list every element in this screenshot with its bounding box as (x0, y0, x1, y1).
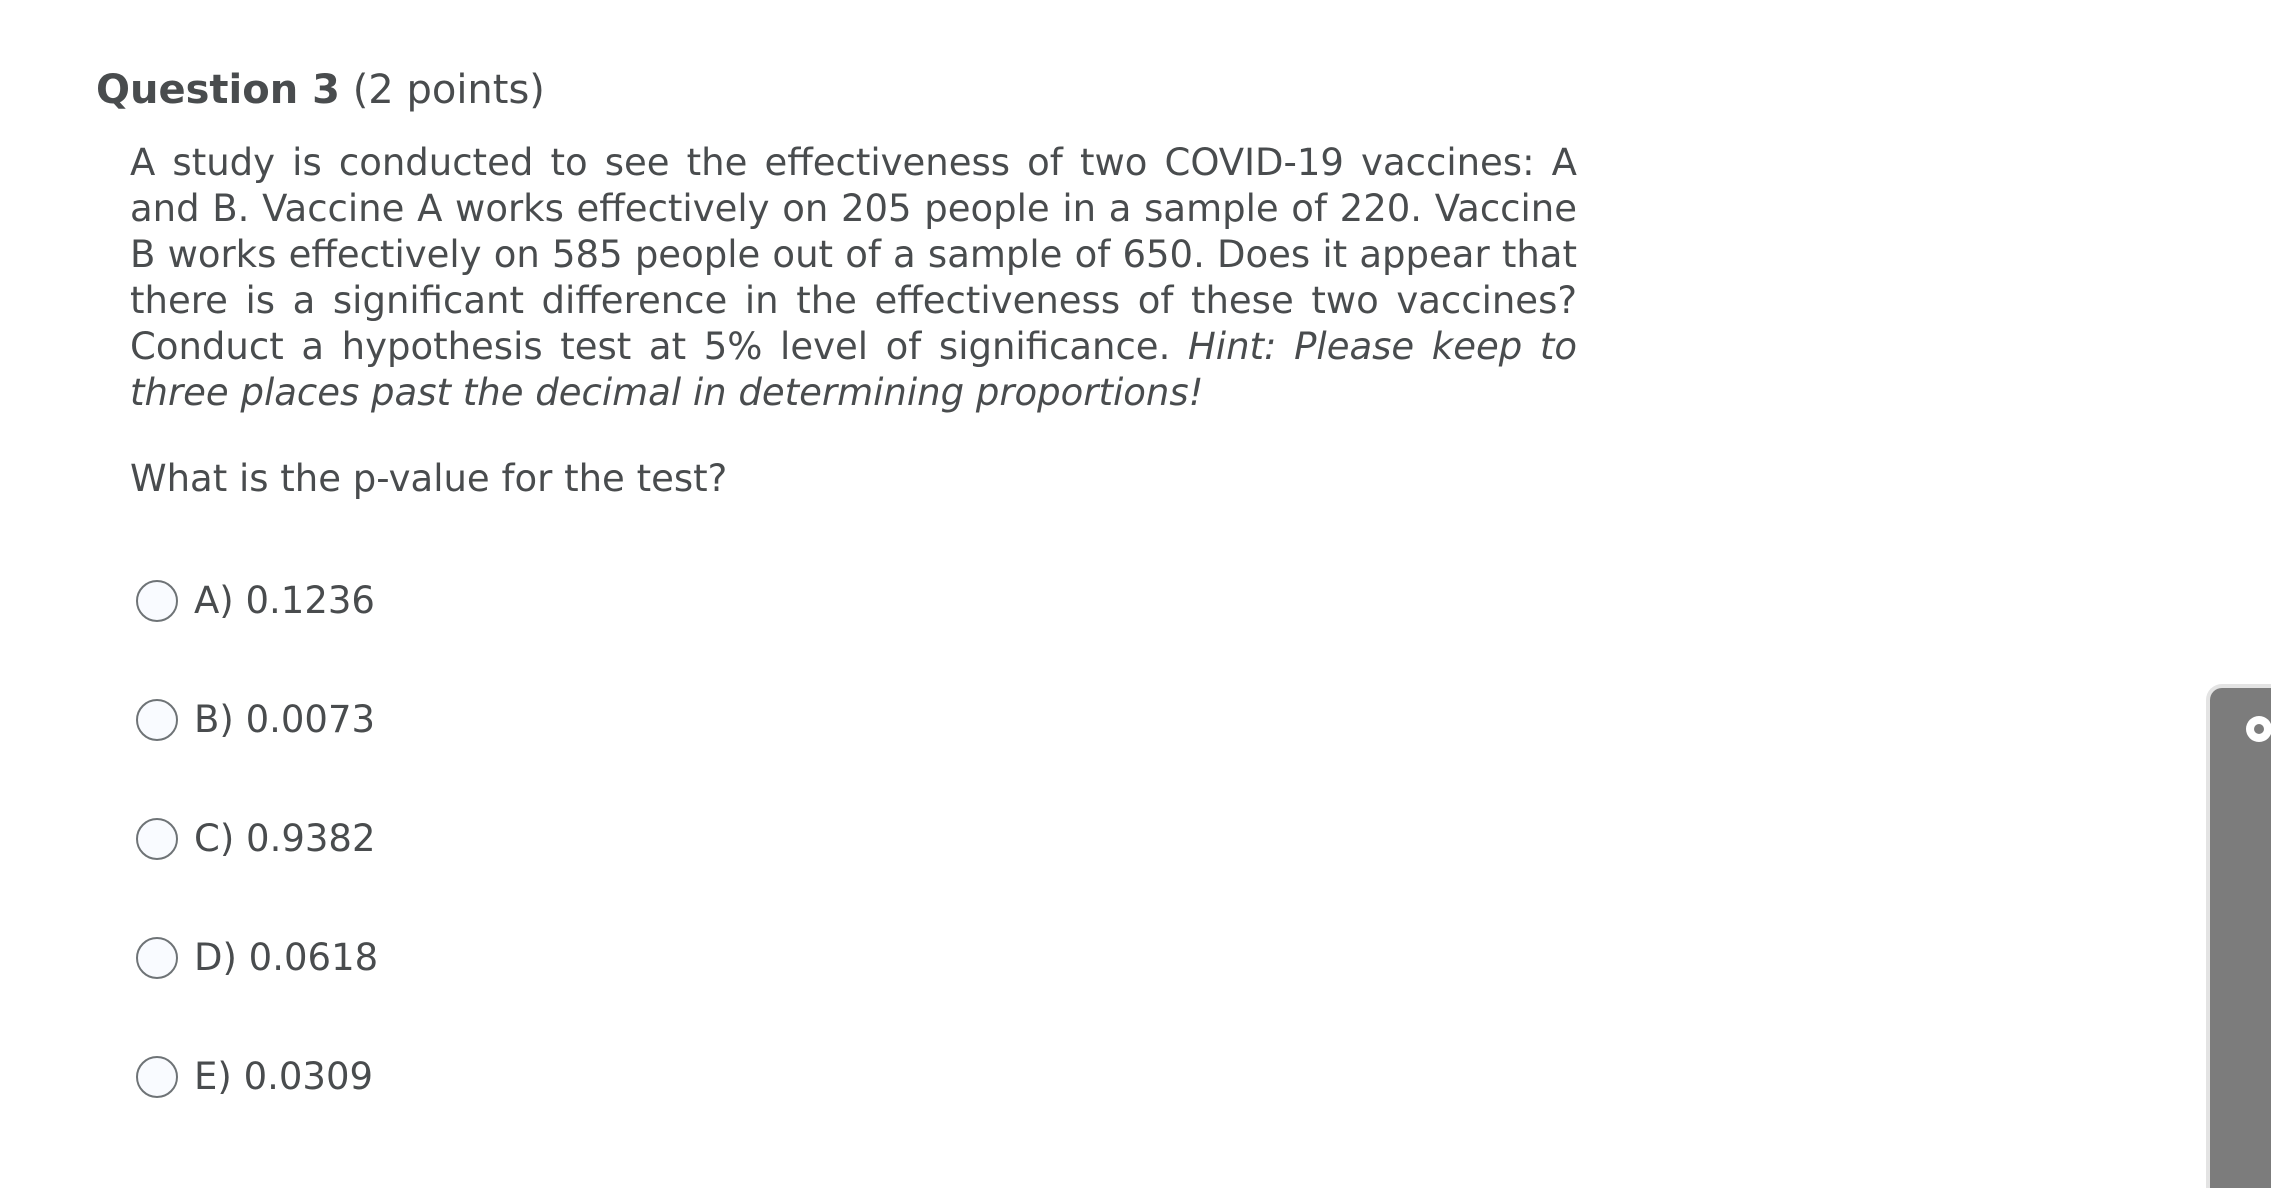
option-label[interactable]: E) 0.0309 (194, 1055, 374, 1098)
circle-dot-icon[interactable] (2246, 716, 2271, 742)
radio-button[interactable] (136, 699, 178, 741)
question-points: (2 points) (352, 67, 545, 113)
radio-button[interactable] (136, 937, 178, 979)
radio-button[interactable] (136, 1056, 178, 1098)
option-label[interactable]: D) 0.0618 (194, 936, 379, 979)
option-label[interactable]: C) 0.9382 (194, 817, 376, 860)
question-prompt: What is the p-value for the test? (130, 457, 728, 500)
option-label[interactable]: A) 0.1236 (194, 579, 375, 622)
radio-button[interactable] (136, 580, 178, 622)
question-text (130, 140, 1577, 416)
answer-option-e[interactable] (136, 1052, 373, 1102)
option-label[interactable]: B) 0.0073 (194, 698, 376, 741)
question-header (96, 62, 545, 118)
radio-button[interactable] (136, 818, 178, 860)
side-panel-tab[interactable] (2206, 684, 2271, 1188)
answer-option-b[interactable] (136, 695, 375, 745)
question-hint: Hint: Please keep to three places past the decimal in determining proportions! (130, 325, 1577, 414)
question-body: A study is conducted to see the effectiveness of two COVID-19 vaccines: A and B. Vaccine A works effectively on 205 people in a sample of 220. Vaccine B works effectively on 585 people out of a sample of 650. Does it appear that there is a significant difference in the effectiveness of these two vaccines? Conduct a hypothesis test at 5% level of significance. (130, 141, 1577, 368)
question-title: Question 3 (96, 67, 340, 113)
answer-option-a[interactable] (136, 576, 375, 626)
answer-option-c[interactable] (136, 814, 376, 864)
answer-option-d[interactable] (136, 933, 378, 983)
